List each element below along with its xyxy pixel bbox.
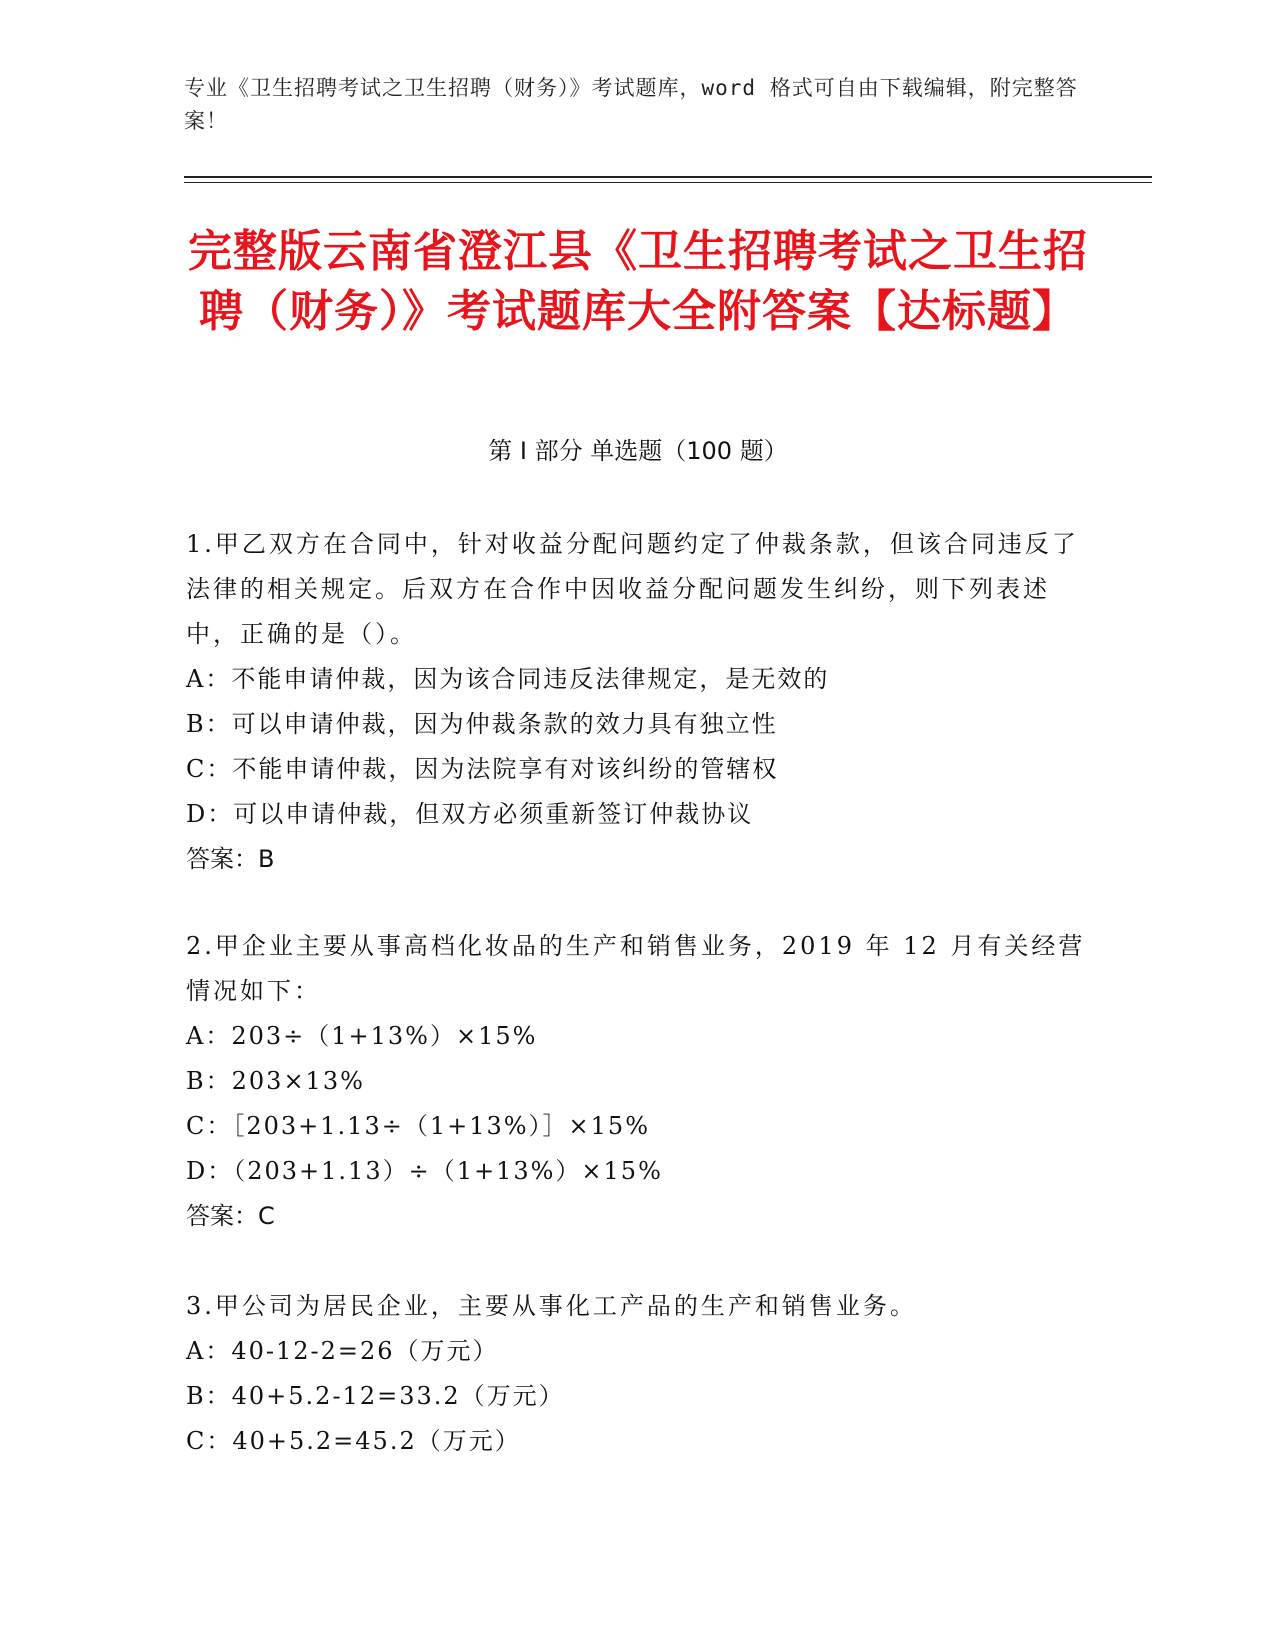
option-b: B：203×13% xyxy=(186,1067,365,1095)
section-heading: 第 I 部分 单选题（100 题） xyxy=(488,437,788,465)
header-divider-thick xyxy=(184,176,1152,178)
document-title: 完整版云南省澄江县《卫生招聘考试之卫生招聘（财务）》考试题库大全附答案【达标题】 xyxy=(188,226,1088,337)
answer-line: 答案：C xyxy=(186,1202,275,1230)
option-c: C：不能申请仲裁，因为法院享有对该纠纷的管辖权 xyxy=(186,755,779,783)
option-a: A：40-12-2=26（万元） xyxy=(186,1337,499,1365)
answer-line: 答案：B xyxy=(186,845,275,873)
question-stem: 2.甲企业主要从事高档化妆品的生产和销售业务，2019 年 12 月有关经营情况如下： xyxy=(186,932,1086,1005)
option-d: D：可以申请仲裁，但双方必须重新签订仲裁协议 xyxy=(186,800,754,828)
option-c: C：40+5.2=45.2（万元） xyxy=(186,1427,521,1455)
option-a: A：203÷（1+13%）×15% xyxy=(186,1022,538,1050)
question-stem: 1.甲乙双方在合同中，针对收益分配问题约定了仲裁条款，但该合同违反了法律的相关规定。后双方在合作中因收益分配问题发生纠纷，则下列表述中，正确的是（）。 xyxy=(186,530,1079,648)
option-d: D：（203+1.13）÷（1+13%）×15% xyxy=(186,1157,663,1185)
option-c: C：［203+1.13÷（1+13%）］×15% xyxy=(186,1112,651,1140)
option-b: B：可以申请仲裁，因为仲裁条款的效力具有独立性 xyxy=(186,710,778,738)
header-divider-thin xyxy=(184,182,1152,183)
question-3 xyxy=(186,1284,1086,1464)
question-stem: 3.甲公司为居民企业，主要从事化工产品的生产和销售业务。 xyxy=(186,1292,917,1320)
option-b: B：40+5.2-12=33.2（万元） xyxy=(186,1382,565,1410)
question-2 xyxy=(186,924,1086,1239)
question-1 xyxy=(186,522,1086,882)
option-a: A：不能申请仲裁，因为该合同违反法律规定，是无效的 xyxy=(186,665,830,693)
header-note: 专业《卫生招聘考试之卫生招聘（财务）》考试题库，word 格式可自由下载编辑，附完整答案！ xyxy=(184,76,1078,133)
